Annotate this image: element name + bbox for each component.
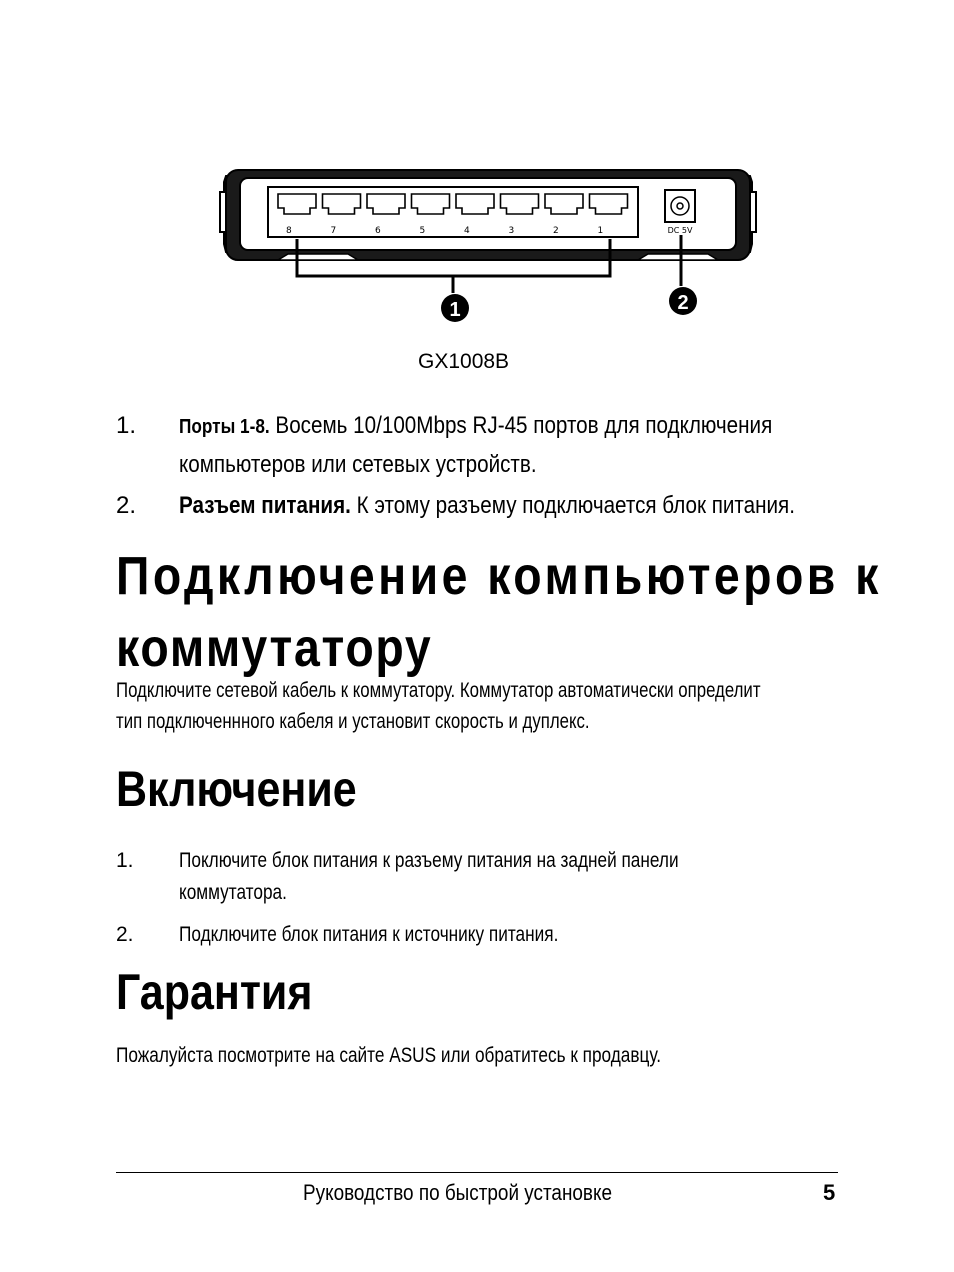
page-number: 5 [823,1180,836,1205]
list-item: 2. Разъем питания. К этому разъему подключается блок питания. [116,492,795,519]
ports-list [116,407,856,528]
dc-label: DC 5V [667,226,693,235]
rj45-port [412,194,450,214]
rj45-port [590,194,628,214]
list-item: 2. Подключите блок питания к источнику питания. [116,923,559,946]
svg-text:2: 2 [677,292,689,314]
section-title-warranty: Гарантия [116,964,313,1020]
port-number: 2 [553,226,559,236]
footer-rule [116,1172,838,1173]
svg-text:1: 1 [449,299,461,321]
figure-caption: GX1008B [418,350,510,373]
port-number: 3 [508,226,515,236]
rj45-port [323,194,361,214]
port-number: 6 [375,226,381,236]
rj45-port [367,194,405,214]
list-item: 1. Поключите блок питания к разъему питания на задней панели коммутатора. [116,849,679,904]
item-label: Разъем питания. [179,492,351,519]
port-number: 5 [419,226,426,236]
section-title-connect: Подключение компьютеров к коммутатору [116,546,882,678]
list-item: 1. Порты 1-8. Восемь 10/100Mbps RJ-45 портов для подключения компьютеров или сетевых устройств. [116,412,773,478]
switch-rear-panel-figure [218,162,758,332]
connect-paragraph: Подключите сетевой кабель к коммутатору. Коммутатор автоматически определит тип подключеннного кабеля и установит скорость и дуплекс. [116,679,761,733]
section-title-power: Включение [116,761,357,817]
warranty-paragraph: Пожалуйста посмотрите на сайте ASUS или обратитесь к продавцу. [116,1044,662,1067]
port-number: 8 [286,226,292,236]
footer-title: Руководство по быстрой установке [303,1180,612,1205]
port-number: 4 [464,226,470,236]
rj45-port [278,194,316,214]
port-number: 7 [330,226,337,236]
item-label: Порты 1-8. [179,416,270,438]
port-number: 1 [597,226,604,236]
rj45-port [456,194,494,214]
rj45-port [501,194,539,214]
rj45-port [545,194,583,214]
power-steps [116,845,856,961]
